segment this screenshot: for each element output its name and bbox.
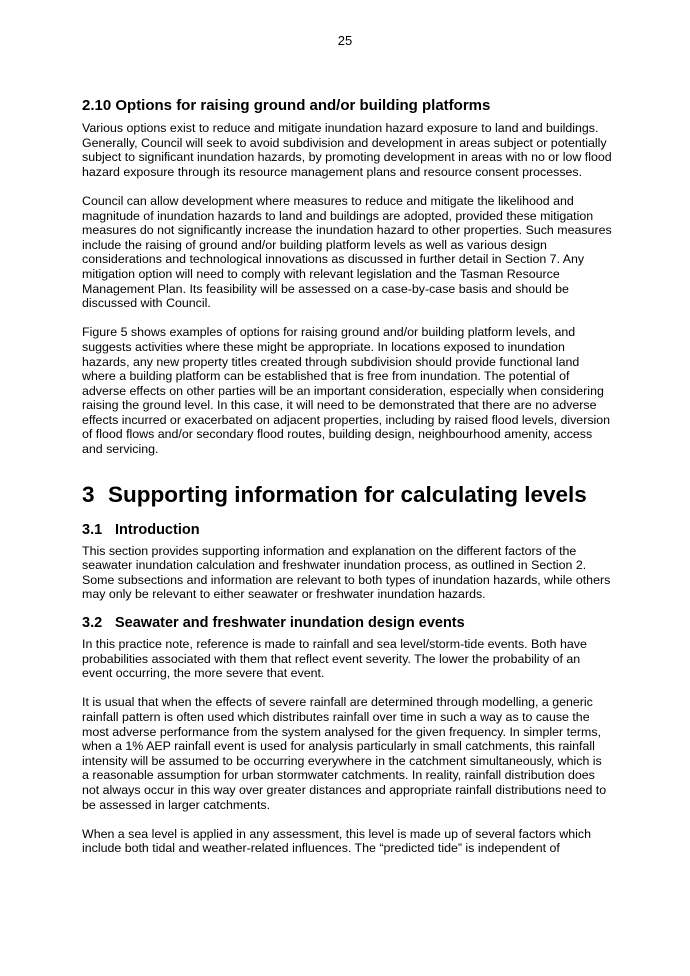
page-content bbox=[82, 96, 612, 856]
page-number: 25 bbox=[337, 33, 353, 48]
section-3-1-number: 3.1 bbox=[82, 521, 103, 538]
section-2-10-heading: 2.10 Options for raising ground and/or building platforms bbox=[82, 97, 491, 114]
section-3-1-title: Introduction bbox=[115, 521, 200, 538]
section-3-1-heading bbox=[82, 521, 612, 539]
section-2-10-paragraph-1: Various options exist to reduce and mitigate inundation hazard exposure to land and buildings. Generally, Council will seek to avoid subdivision and development in areas subject or potentially subject to significant inundation hazards, by promoting development in areas with no or low flood hazard exposure through its resource management plans and resource consent processes. bbox=[82, 121, 612, 179]
section-3-2-number: 3.2 bbox=[82, 615, 103, 632]
chapter-3-number: 3 bbox=[82, 481, 95, 507]
section-3-2-heading bbox=[82, 614, 612, 632]
section-3-2-paragraph-2: It is usual that when the effects of severe rainfall are determined through modelling, a generic rainfall pattern is often used which distributes rainfall over time in such a way as to cause the most adverse performance from the system analysed for the given frequency. In simpler terms, when a 1% AEP rainfall event is used for analysis particularly in small catchments, this rainfall intensity will be assumed to be occurring everywhere in the catchment simultaneously, which is a reasonable assumption for urban stormwater catchments. In reality, rainfall distribution does not always occur in this way over greater distances and appropriate rainfall distributions need to be assessed in larger catchments. bbox=[82, 695, 607, 812]
chapter-3-title: Supporting information for calculating levels bbox=[108, 481, 587, 507]
section-2-10-paragraph-3: Figure 5 shows examples of options for raising ground and/or building platform levels, and suggests activities where these might be appropriate. In locations exposed to inundation hazards, any new property titles created through subdivision should provide functional land where a building platform can be established that is free from inundation. The potential of adverse effects on other parties will be an important consideration, especially when considering raising the ground level. In this case, it will need to be demonstrated that there are no adverse effects incurred or exacerbated on adjacent properties, including by raised flood levels, diversion of flood flows and/or secondary flood routes, building design, neighbourhood amenity, access and servicing. bbox=[82, 325, 611, 457]
chapter-3-heading bbox=[82, 481, 612, 509]
section-3-2-paragraph-3: When a sea level is applied in any assessment, this level is made up of several factors which include both tidal and weather-related influences. The “predicted tide” is independent of bbox=[82, 826, 591, 856]
section-3-2-title: Seawater and freshwater inundation design events bbox=[115, 615, 465, 632]
section-3-2-paragraph-1: In this practice note, reference is made to rainfall and sea level/storm-tide events. Both have probabilities associated with them that reflect event severity. The lower the probability of an event occurring, the more severe that event. bbox=[82, 637, 587, 681]
section-2-10-paragraph-2: Council can allow development where measures to reduce and mitigate the likelihood and magnitude of inundation hazards to land and buildings are adopted, provided these mitigation measures do not significantly increase the inundation hazard to other properties. Such measures include the raising of ground and/or building platform levels as well as various design considerations and technological innovations as discussed in further detail in Section 7. Any mitigation option will need to comply with relevant legislation and the Tasman Resource Management Plan. Its feasibility will be assessed on a case-by-case basis and should be discussed with Council. bbox=[82, 193, 612, 311]
section-3-1-paragraph-1: This section provides supporting information and explanation on the different factors of the seawater inundation calculation and freshwater inundation process, as outlined in Section 2. Some subsections and information are relevant to both types of inundation hazards, while others may only be relevant to either seawater or freshwater inundation hazards. bbox=[82, 543, 611, 602]
